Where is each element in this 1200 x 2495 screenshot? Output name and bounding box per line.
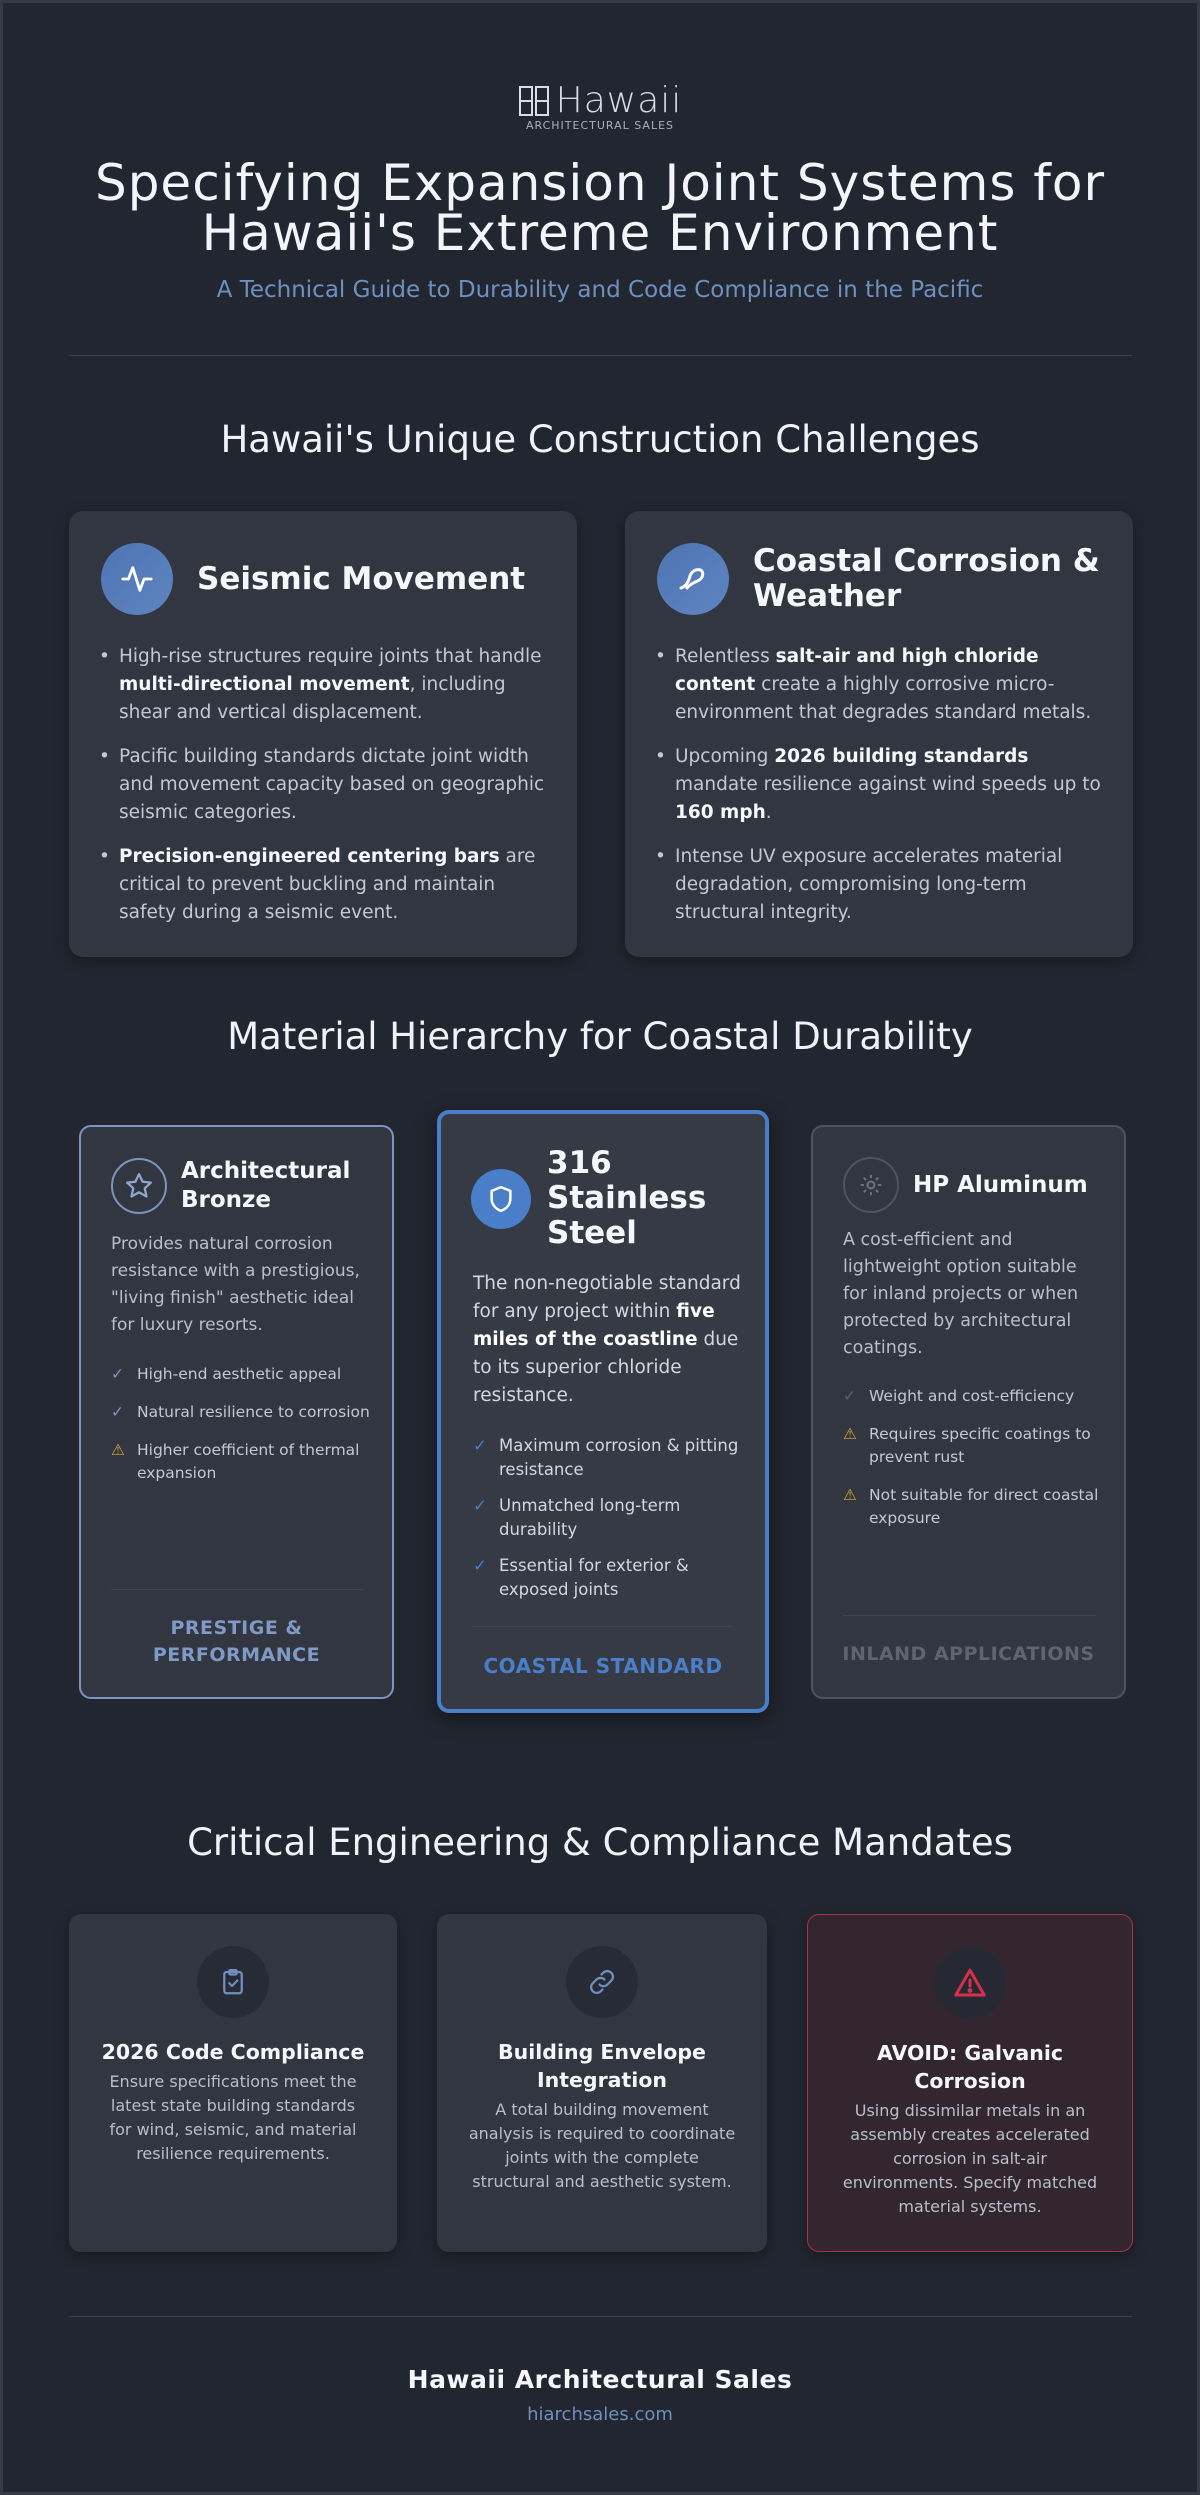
list-item: ✓ Weight and cost-efficiency — [843, 1387, 1075, 1405]
challenges-section-title: Hawaii's Unique Construction Challenges — [220, 418, 980, 461]
list-item: ✓ Essential for exterior & exposed joints — [473, 1556, 689, 1599]
bronze-feature-list — [111, 1363, 373, 1485]
star-icon — [111, 1158, 167, 1214]
page-title-line-1: Specifying Expansion Joint Systems for — [94, 154, 1106, 212]
list-item: ✓ High-end aesthetic appeal — [111, 1365, 342, 1383]
bronze-description: Provides natural corrosion resistance with a prestigious, "living finish" aesthetic ideal for luxury resorts. — [111, 1234, 360, 1335]
aluminum-footer-label: INLAND APPLICATIONS — [842, 1643, 1095, 1665]
steel-description: The non-negotiable standard for any project within five miles of the coastline due to its superior chloride resistance. — [473, 1273, 741, 1406]
steel-feature-list — [473, 1434, 749, 1602]
galvanic-corrosion-description: Using dissimilar metals in an assembly creates accelerated corrosion in salt-air environments. Specify matched material systems. — [842, 2101, 1098, 2216]
list-item: ⚠ Not suitable for direct coastal exposure — [843, 1486, 1099, 1527]
list-item: • Intense UV exposure accelerates material degradation, compromising long-term structural integrity. — [673, 843, 1101, 927]
coastal-bullet-list — [657, 643, 1101, 927]
list-item: • Precision-engineered centering bars are critical to prevent buckling and maintain safety during a seismic event. — [117, 843, 545, 927]
steel-footer-label: COASTAL STANDARD — [483, 1654, 723, 1678]
galvanic-corrosion-title: AVOID: Galvanic Corrosion — [876, 2041, 1064, 2093]
list-item: • Upcoming 2026 building standards mandate resilience against wind speeds up to 160 mph. — [673, 743, 1101, 827]
list-item: ✓ Unmatched long-term durability — [473, 1496, 681, 1539]
bronze-title: Architectural Bronze — [181, 1158, 351, 1213]
materials-section-title: Material Hierarchy for Coastal Durability — [227, 1015, 973, 1058]
link-icon — [566, 1946, 638, 2018]
envelope-integration-title: Building Envelope Integration — [498, 2040, 706, 2092]
mandates-section-title: Critical Engineering & Compliance Mandates — [187, 1821, 1013, 1864]
warning-triangle-icon — [934, 1947, 1006, 2019]
list-item: ⚠ Requires specific coatings to prevent rust — [843, 1425, 1091, 1466]
list-item: ✓ Natural resilience to corrosion — [111, 1403, 370, 1421]
code-compliance-title: 2026 Code Compliance — [101, 2040, 365, 2064]
list-item: ✓ Maximum corrosion & pitting resistance — [473, 1436, 739, 1479]
header-divider — [69, 355, 1132, 356]
wind-wave-icon — [657, 543, 729, 615]
logo-subtext: ARCHITECTURAL SALES — [525, 119, 675, 132]
list-item: ⚠ Higher coefficient of thermal expansion — [111, 1441, 360, 1482]
seismic-card-title: Seismic Movement — [197, 560, 526, 597]
galvanic-corrosion-warning-card — [807, 1914, 1133, 2252]
bronze-footer-divider — [111, 1589, 364, 1590]
shield-icon — [471, 1169, 531, 1229]
aluminum-feature-list — [843, 1385, 1105, 1530]
code-compliance-description: Ensure specifications meet the latest state building standards for wind, seismic, and material resilience requirements. — [109, 2072, 357, 2163]
logo-mark-icon — [518, 84, 552, 118]
seismic-movement-card — [69, 511, 577, 957]
aluminum-footer-divider — [843, 1615, 1096, 1616]
clipboard-check-icon — [197, 1946, 269, 2018]
aluminum-description: A cost-efficient and lightweight option suitable for inland projects or when protected by architectural coatings. — [843, 1230, 1079, 1358]
brand-logo — [3, 80, 1197, 132]
logo-word: Hawaii — [555, 80, 683, 121]
bronze-material-card — [79, 1125, 394, 1699]
steel-title: 316 Stainless Steel — [547, 1145, 707, 1251]
footer-website-link[interactable]: hiarchsales.com — [527, 2404, 673, 2425]
gear-icon — [843, 1157, 899, 1213]
list-item: • Relentless salt-air and high chloride content create a highly corrosive micro-environment that degrades standard metals. — [673, 643, 1101, 727]
aluminum-title: HP Aluminum — [913, 1171, 1088, 1198]
envelope-integration-description: A total building movement analysis is required to coordinate joints with the complete structural and aesthetic system. — [468, 2100, 736, 2191]
bronze-footer-label: PRESTIGE & PERFORMANCE — [152, 1617, 321, 1666]
page-title-line-2: Hawaii's Extreme Environment — [201, 204, 999, 262]
list-item: • High-rise structures require joints that handle multi-directional movement, including shear and vertical displacement. — [117, 643, 545, 727]
aluminum-material-card — [811, 1125, 1126, 1699]
coastal-corrosion-card — [625, 511, 1133, 957]
page-title — [43, 154, 1157, 262]
list-item: • Pacific building standards dictate joint width and movement capacity based on geographic seismic categories. — [117, 743, 545, 827]
seismic-bullet-list — [101, 643, 545, 927]
activity-pulse-icon — [101, 543, 173, 615]
code-compliance-card — [69, 1914, 397, 2252]
steel-footer-divider — [473, 1626, 733, 1627]
page-subtitle: A Technical Guide to Durability and Code Compliance in the Pacific — [216, 277, 984, 303]
footer-company-name: Hawaii Architectural Sales — [407, 2365, 793, 2394]
footer-divider — [69, 2316, 1132, 2317]
coastal-card-title: Coastal Corrosion & Weather — [753, 543, 1100, 614]
stainless-steel-material-card — [437, 1110, 769, 1713]
envelope-integration-card — [437, 1914, 767, 2252]
